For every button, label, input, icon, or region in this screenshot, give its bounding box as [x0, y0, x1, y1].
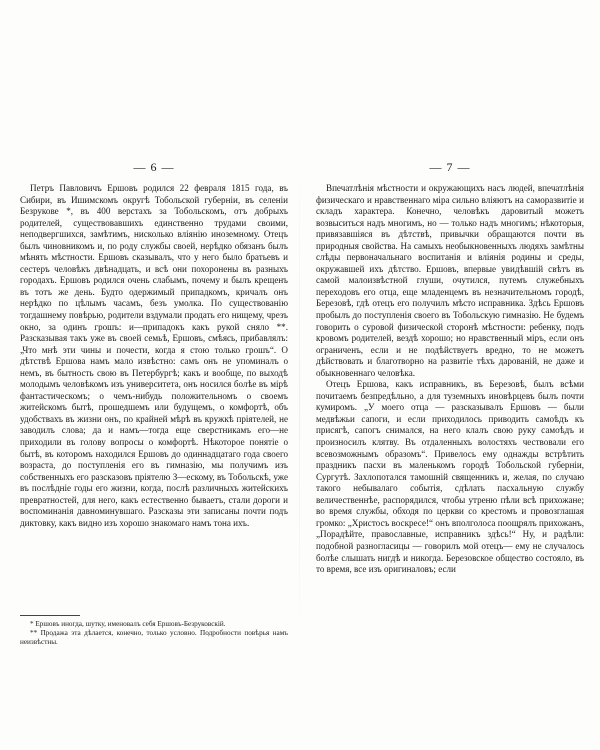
- paragraph: Впечатлѣнія мѣстности и окружающихъ насъ людей, впечатлѣнія физическаго и нравственнаго міра сильно вліяютъ на саморазвитіе и складъ характера. Конечно, человѣкъ даровитый можетъ возвыситься надъ многимъ, но — только надъ многимъ; нѣкоторыя, привязавшіяся въ дѣтствѣ, привычки обращаются почти въ природныя свойства. На самыхъ необыкновенныхъ людяхъ замѣтны слѣды первоначальнаго воспитанія и вліянія родины и среды, окружавшей ихъ дѣтство. Ершовъ, впервые увидѣвшій свѣтъ въ самой малоизвѣстной глуши, очутился, путемъ служебныхъ переходовъ его отца, еще младенцемъ въ незначительномъ городѣ, Березовѣ, гдѣ отецъ его получилъ мѣсто исправника. Здѣсь Ершовъ пробылъ до поступленія своего въ Тобольскую гимназію. Не будемъ говорить о суровой физической сторонѣ мѣстности: ребенку, подъ кровомъ родителей, вездѣ хорошо; но нравственный міръ, если онъ ограниченъ, если и не подѣйствуетъ вредно, то не можетъ дѣйствовать и благотворно на развитіе тѣхъ дарованій, не даже и обыкновеннаго человѣка.: [316, 183, 584, 378]
- footnotes: [20, 620, 288, 648]
- gutter-divider: [299, 140, 300, 660]
- footnote-rule: [20, 615, 80, 616]
- right-page: [316, 0, 584, 750]
- page-number: — 7 —: [429, 160, 471, 174]
- body-text: [316, 183, 584, 576]
- paragraph: Отецъ Ершова, какъ исправникъ, въ Березовѣ, былъ всѣми почитаемъ безпредѣльно, а для туземныхъ иновѣрцевъ былъ почти кумиромъ. „У моего отца — разсказывалъ Ершовъ — были медвѣжьи сапоги, и если приходилось приводить самоѣдъ къ присягѣ, сапогъ снимался, на него клалъ свою руку самоѣдъ и произносилъ клятву. Въ отдаленныхъ волостяхъ чествовали его всевозможнымъ образомъ“. Привелось ему однажды встрѣтить праздникъ пасхи въ маленькомъ городѣ Тобольской губерніи, Сургутѣ. Захлопотался тамошній священникъ и, желая, по случаю такого небывалаго событія, сдѣлать пасхальную службу величественнѣе, распорядился, чтобы утреню пѣли всѣ прихожане; во время службы, обходя по церкви со крестомъ и провозглашая громко: „Христосъ воскресе!“ онъ вполголоса поощрялъ прихожанъ, „Порадѣйте, православные, исправникъ здѣсь!“ Ну, и радѣли: подобной разногласицы — говорилъ мой отецъ— ему не случалось болѣе слышать нигдѣ и никогда. Березовское общество состояло, въ то время, все изъ оригиналовъ; если: [316, 379, 584, 575]
- footnote: ** Продажа эта дѣлается, конечно, только условно. Подробности повѣрья намъ неизвѣстны.: [20, 629, 288, 647]
- footnote: * Ершовъ иногда, шутку, именовалъ себя Ершовъ-Безруковскій.: [30, 620, 226, 628]
- page-number: — 6 —: [133, 160, 175, 174]
- paragraph: Петръ Павловичъ Ершовъ родился 22 февраля 1815 года, въ Сибири, въ Ишимскомъ округѣ Тобольской губерніи, въ селеніи Безрукове *, въ 400 верстахъ за Тобольскомъ, отъ добрыхъ родителей, существовавшихъ единственно трудами своими, неподвергшихся, замѣтимъ, нисколько вліянію иноземному. Отецъ былъ чиновникомъ и, по роду службы своей, нерѣдко обязанъ былъ мѣнять мѣстности. Ершовъ сказывалъ, что у него было братьевъ и сестеръ человѣкъ двѣнадцать, и всѣ они похоронены въ разныхъ городахъ. Ершовъ родился очень слабымъ, почему и былъ крещенъ въ тотъ же день. Будто одержимый припадкомъ, кричалъ онъ нерѣдко по цѣлымъ часамъ, безъ умолка. По существованію тогдашнему повѣрью, родители вздумали продать его нищему, чрезъ окно, за одинъ грошъ: и—припадокъ какъ рукой сняло **. Разсказывая такъ уже въ своей семьѣ, Ершовъ, смѣясь, прибавлялъ: „Что мнѣ эти чины и почести, когда я стою только грошъ“. О дѣтствѣ Ершова намъ мало извѣстно: самъ онъ не упоминалъ о немъ, въ бытность свою въ Петербургѣ; какъ и вообще, по выходѣ молодымъ человѣкомъ изъ университета, онъ носился болѣе въ мірѣ фантастическомъ; о чемъ-нибудь положительномъ о своемъ житейскомъ бытѣ, прошедшемъ или будущемъ, о комфортѣ, объ удобствахъ въ жизни онъ, по крайней мѣрѣ въ кружкѣ пріятелей, не заводилъ слова; да и намъ—тогда еще сверстникамъ его—не приходили въ голову вопросы о комфортѣ. Нѣкоторое понятіе о бытѣ, въ которомъ находился Ершовъ до одиннадцатаго года своего возраста, до поступленія его въ гимназію, мы получимъ изъ собственныхъ его разсказовъ пріятелю З—ескому, въ Тобольскѣ, уже въ послѣдніе годы его жизни, когда, послѣ различныхъ житейскихъ превратностей, для него, какъ естественно бываетъ, стали дороги и воспоминанія давноминувшаго. Разсказы эти записаны почти подъ диктовку, какъ видно изъ хорошо знакомаго намъ тона ихъ.: [20, 183, 288, 528]
- body-text: [20, 183, 288, 529]
- left-page: [20, 0, 288, 750]
